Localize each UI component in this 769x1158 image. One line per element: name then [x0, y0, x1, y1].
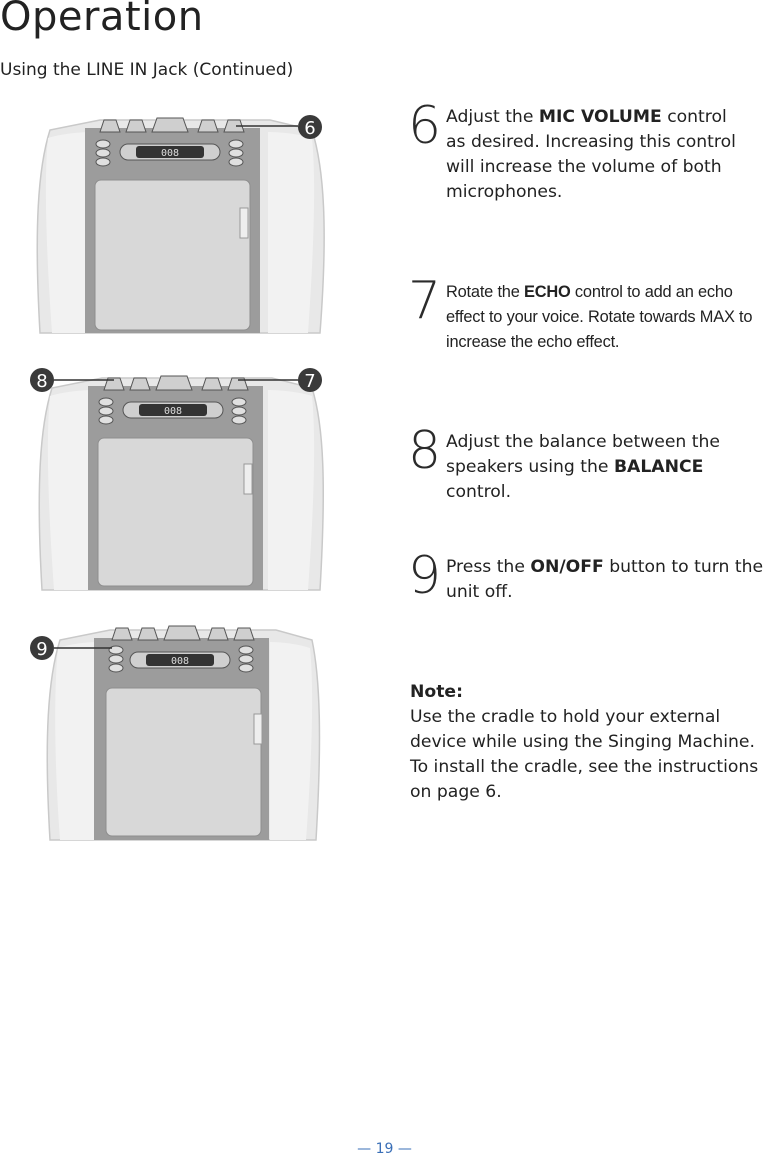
display-readout: 008: [170, 656, 190, 667]
page-number: — 19 —: [357, 1141, 412, 1157]
callout-number: 8: [36, 371, 48, 392]
step-number: 8: [408, 421, 442, 481]
karaoke-machine-drawing: [37, 118, 324, 333]
note-text: Use the cradle to hold your external device while using the Singing Machine. To install the cradle, see the instructions on page 6.: [410, 707, 759, 802]
step-text: Adjust the balance between the speakers using the BALANCE control.: [446, 432, 720, 502]
page-subtitle: Using the LINE IN Jack (Continued): [0, 60, 294, 80]
callout-number: 6: [304, 118, 316, 139]
display-readout: 008: [160, 148, 180, 159]
device-illustration-mic-volume: [30, 108, 330, 338]
step-number: 9: [408, 546, 442, 606]
callout-number: 9: [36, 639, 48, 660]
step-number: 6: [408, 96, 442, 156]
display-readout: 008: [163, 406, 183, 417]
step-text: Adjust the MIC VOLUME control as desired. Increasing this control will increase the volume of both microphones.: [446, 107, 736, 202]
page-title: Operation: [0, 0, 204, 40]
callout-number: 7: [304, 371, 316, 392]
device-illustration-echo-balance: [28, 366, 328, 592]
step-text: Rotate the ECHO control to add an echo effect to your voice. Rotate towards MAX to increase the echo effect.: [446, 283, 753, 351]
device-illustration-on-off: [24, 618, 324, 842]
note-label: Note:: [410, 682, 463, 702]
step-number: 7: [408, 271, 442, 331]
note-box: [410, 680, 769, 805]
step-text: Press the ON/OFF button to turn the unit off.: [446, 557, 764, 602]
